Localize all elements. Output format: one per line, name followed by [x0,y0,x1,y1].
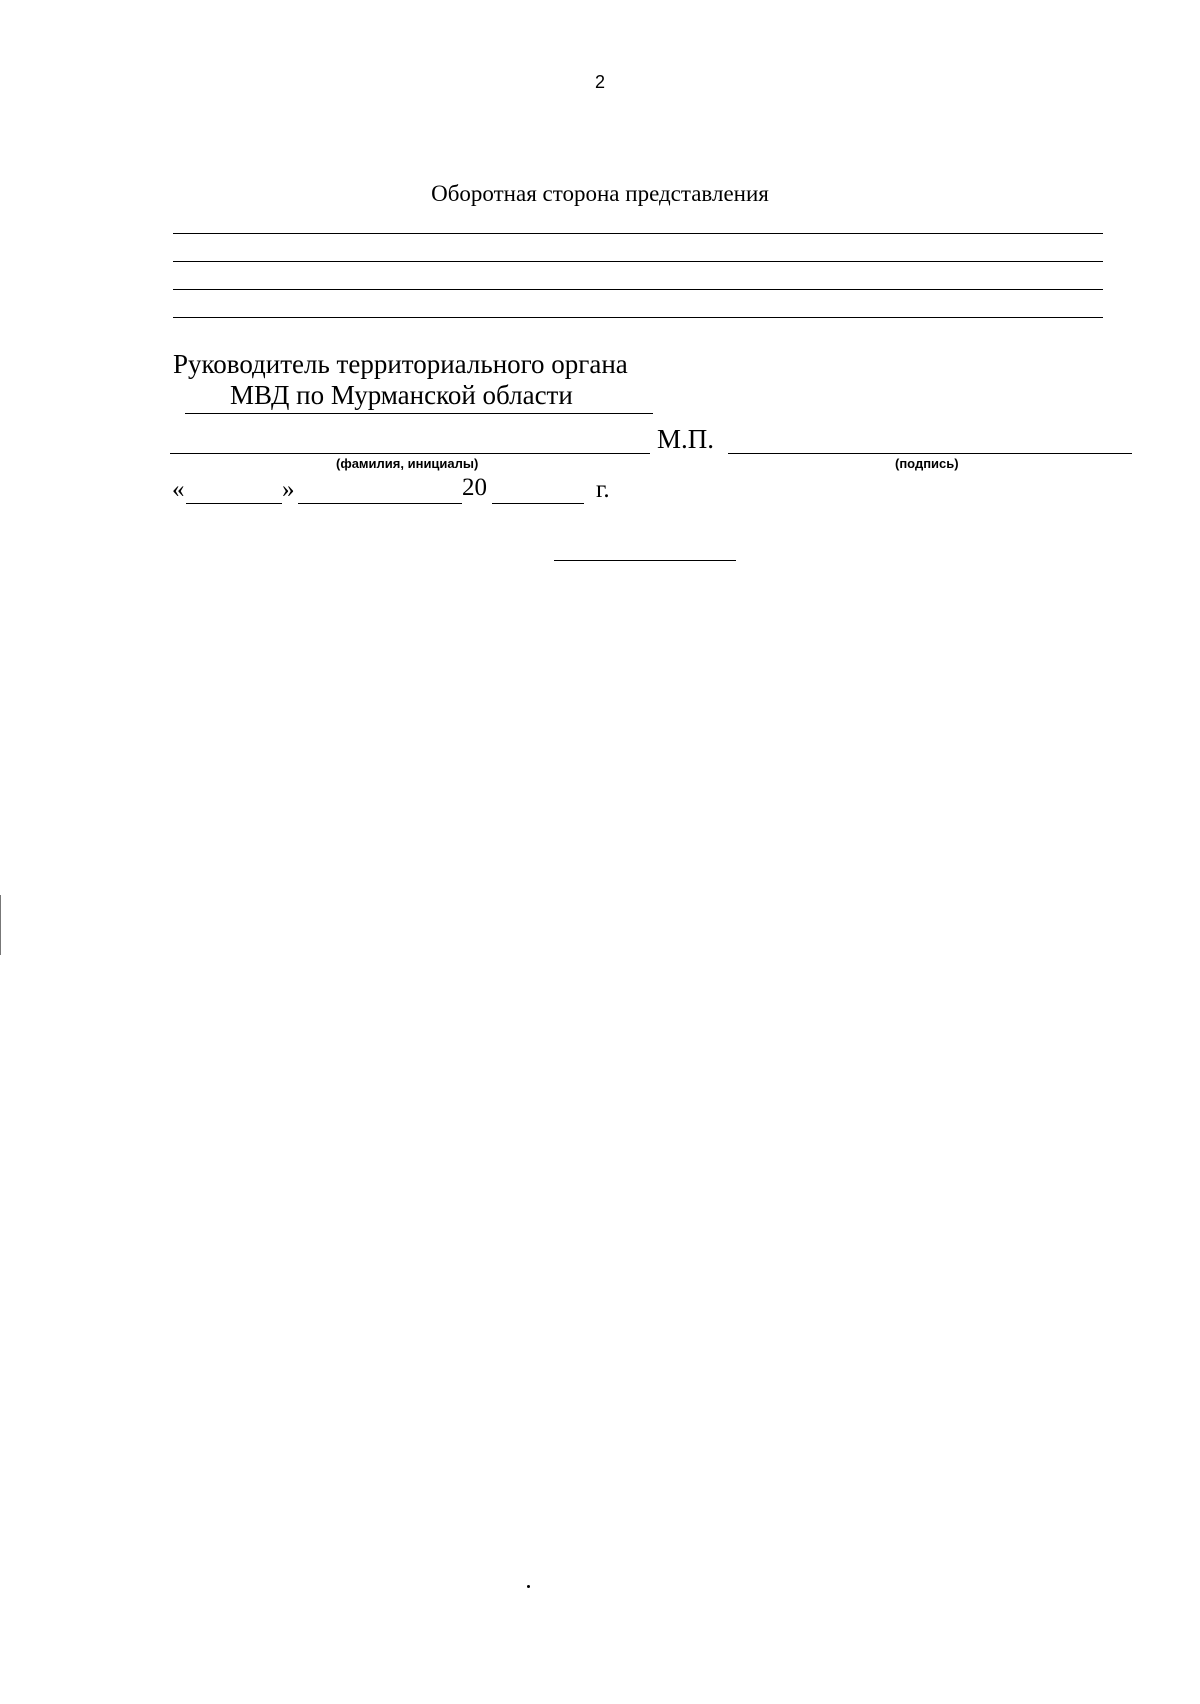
month-field-line[interactable] [298,503,462,504]
year-suffix: г. [596,476,610,503]
page-number: 2 [594,72,605,92]
blank-line-2[interactable] [173,261,1103,262]
name-caption: (фамилия, инициалы) [336,456,479,471]
blank-line-4[interactable] [173,317,1103,318]
organization-title-line-1: Руководитель территориального органа [173,349,628,379]
scan-speck [527,1585,530,1588]
year-field-line[interactable] [492,503,584,504]
date-close-quote: » [282,476,295,503]
organization-underline [185,413,653,414]
blank-line-3[interactable] [173,289,1103,290]
organization-title-line-2: МВД по Мурманской области [230,380,573,410]
signature-field-line[interactable] [728,453,1132,454]
year-prefix: 20 [462,474,487,501]
stamp-label: М.П. [657,424,715,454]
day-field-line[interactable] [186,503,282,504]
page-heading: Оборотная сторона представления [431,181,769,206]
end-separator [554,560,736,561]
signature-caption: (подпись) [895,456,959,471]
blank-line-1[interactable] [173,233,1103,234]
date-open-quote: « [172,476,185,503]
name-field-line[interactable] [170,453,650,454]
scan-margin-mark [0,895,1,955]
